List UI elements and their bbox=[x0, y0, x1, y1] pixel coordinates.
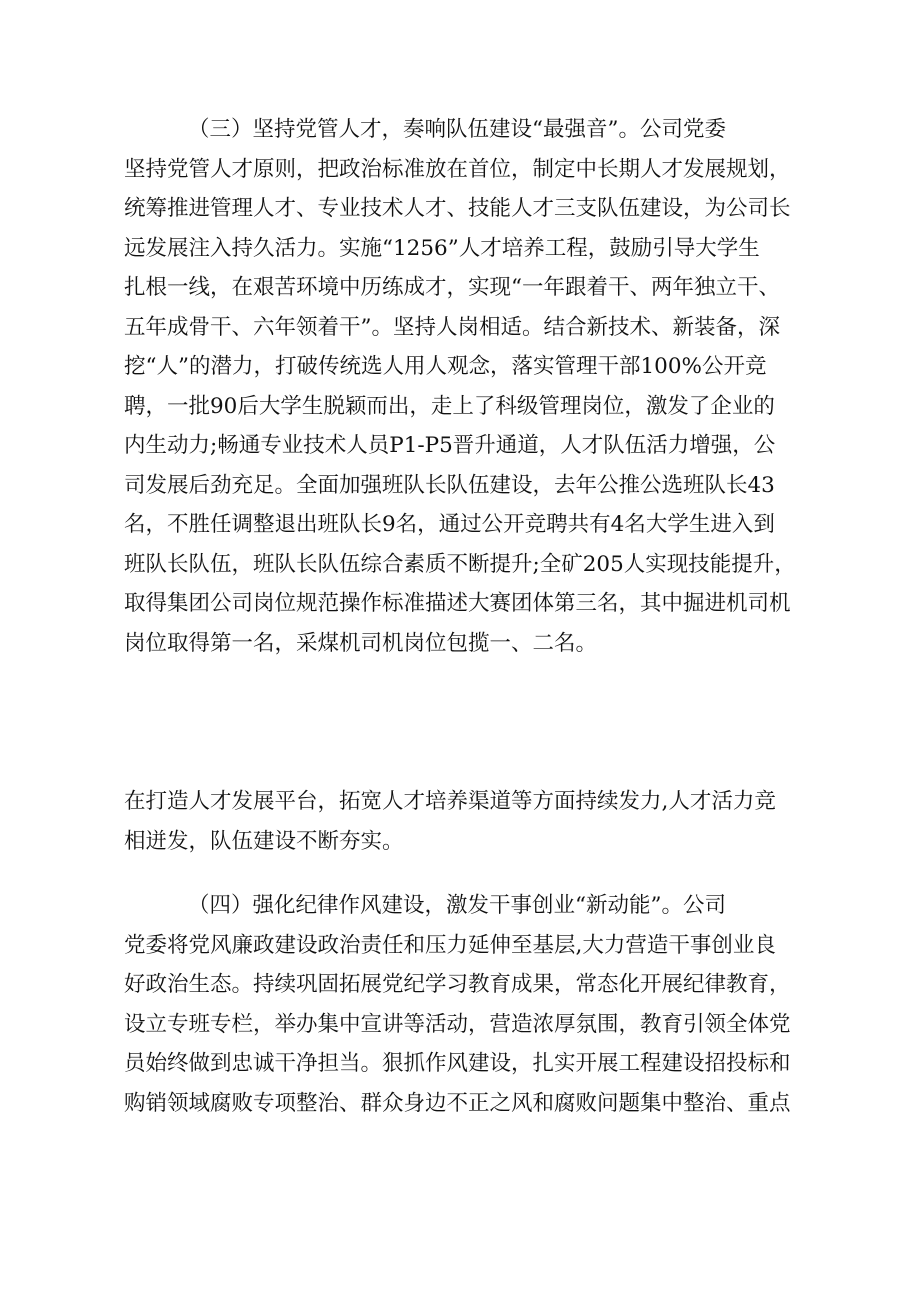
text-line: 扎根一线，在艰苦环境中历练成才，实现“一年跟着干、两年独立干、 bbox=[124, 275, 780, 300]
text-line: 挖“人”的潜力，打破传统选人用人观念，落实管理干部100%公开竞 bbox=[124, 354, 767, 379]
text-line: （三）坚持党管人才，奏响队伍建设“最强音”。公司党委 bbox=[188, 117, 726, 142]
text-line: 坚持党管人才原则，把政治标准放在首位，制定中长期人才发展规划， bbox=[124, 156, 791, 182]
text-line: 聘，一批90后大学生脱颖而出，走上了科级管理岗位，激发了企业的 bbox=[124, 393, 775, 419]
text-line: 岗位取得第一名，采煤机司机岗位包揽一、二名。 bbox=[124, 630, 598, 656]
text-line: 在打造人才发展平台，拓宽人才培养渠道等方面持续发力,人才活力竞 bbox=[124, 789, 776, 814]
text-line: 设立专班专栏，举办集中宣讲等活动，营造浓厚氛围，教育引领全体党 bbox=[124, 1011, 791, 1037]
text-line: 购销领域腐败专项整治、群众身边不正之风和腐败问题集中整治、重点 bbox=[124, 1090, 791, 1116]
paragraph-talent bbox=[124, 110, 804, 663]
text-line: 统筹推进管理人才、专业技术人才、技能人才三支队伍建设，为公司长 bbox=[124, 196, 791, 221]
text-line: 员始终做到忠诚干净担当。狠抓作风建设，扎实开展工程建设招投标和 bbox=[124, 1051, 791, 1076]
text-line: 远发展注入持久活力。实施“1256”人才培养工程，鼓励引导大学生 bbox=[124, 235, 760, 261]
text-line: 名，不胜任调整退出班队长9名，通过公开竞聘共有4名大学生进入到 bbox=[124, 512, 775, 537]
text-line: （四）强化纪律作风建设，激发干事创业“新动能”。公司 bbox=[188, 893, 726, 918]
text-line: 取得集团公司岗位规范操作标准描述大赛团体第三名，其中掘进机司机 bbox=[124, 591, 791, 616]
text-line: 五年成骨干、六年领着干”。坚持人岗相适。结合新技术、新装备，深 bbox=[124, 314, 780, 340]
text-line: 相迸发，队伍建设不断夯实。 bbox=[124, 828, 404, 854]
text-line: 司发展后劲充足。全面加强班队长队伍建设，去年公推公选班队长43 bbox=[124, 472, 775, 498]
text-line: 班队长队伍，班队长队伍综合素质不断提升;全矿205人实现技能提升， bbox=[124, 551, 796, 577]
text-line: 内生动力;畅通专业技术人员P1-P5晋升通道，人才队伍活力增强，公 bbox=[124, 433, 776, 458]
paragraph-discipline bbox=[124, 886, 804, 1123]
text-line: 好政治生态。持续巩固拓展党纪学习教育成果，常态化开展纪律教育， bbox=[124, 972, 791, 997]
paragraph-summary bbox=[124, 782, 804, 861]
text-line: 党委将党风廉政建设政治责任和压力延伸至基层,大力营造干事创业良 bbox=[124, 932, 776, 958]
